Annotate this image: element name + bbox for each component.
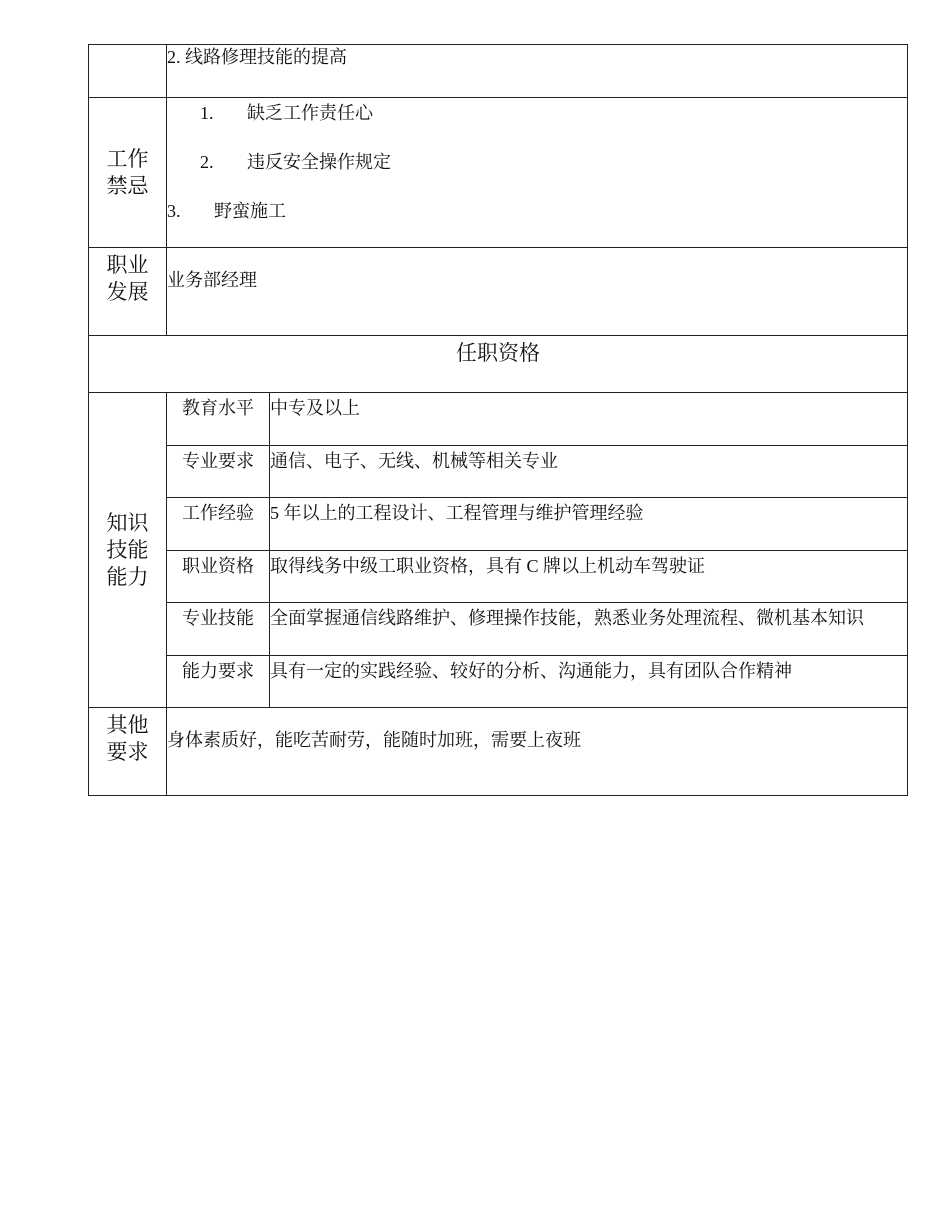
qualification-section-row (89, 336, 908, 393)
qualification-row (89, 551, 908, 603)
section-title: 任职资格 (89, 336, 908, 393)
list-item: 3. 野蛮施工 (167, 201, 286, 221)
work-taboo-label: 工作 禁忌 (89, 98, 167, 248)
continuation-row (89, 45, 908, 98)
career-development-label: 职业 发展 (89, 248, 167, 336)
other-requirements-label: 其他 要求 (89, 708, 167, 796)
qualification-value: 取得线务中级工职业资格，具有 C 牌以上机动车驾驶证 (270, 551, 908, 603)
qualification-name: 专业技能 (167, 603, 270, 656)
qualification-row (89, 498, 908, 551)
continuation-text-cell (167, 45, 908, 98)
knowledge-skill-ability-label: 知识 技能 能力 (89, 393, 167, 708)
qualification-name: 职业资格 (167, 551, 270, 603)
work-taboo-row (89, 98, 908, 248)
continuation-text: 2. 线路修理技能的提高 (167, 47, 347, 67)
qualification-name: 专业要求 (167, 446, 270, 498)
qualification-value: 中专及以上 (270, 393, 908, 446)
career-development-value: 业务部经理 (167, 248, 908, 336)
empty-label-cell (89, 45, 167, 98)
qualification-row (89, 656, 908, 708)
list-item: 2. 违反安全操作规定 (200, 152, 391, 172)
list-item: 1. 缺乏工作责任心 (200, 103, 373, 123)
qualification-name: 工作经验 (167, 498, 270, 551)
work-taboo-list (167, 98, 908, 248)
qualification-value: 具有一定的实践经验、较好的分析、沟通能力，具有团队合作精神 (270, 656, 908, 708)
qualification-value: 全面掌握通信线路维护、修理操作技能，熟悉业务处理流程、微机基本知识 (270, 603, 908, 656)
qualification-name: 教育水平 (167, 393, 270, 446)
job-description-table (88, 44, 908, 796)
qualification-row (89, 603, 908, 656)
other-requirements-row (89, 708, 908, 796)
career-development-row (89, 248, 908, 336)
qualification-value: 5 年以上的工程设计、工程管理与维护管理经验 (270, 498, 908, 551)
other-requirements-value: 身体素质好，能吃苦耐劳，能随时加班，需要上夜班 (167, 708, 908, 796)
qualification-name: 能力要求 (167, 656, 270, 708)
qualification-row (89, 446, 908, 498)
qualification-value: 通信、电子、无线、机械等相关专业 (270, 446, 908, 498)
qualification-row (89, 393, 908, 446)
